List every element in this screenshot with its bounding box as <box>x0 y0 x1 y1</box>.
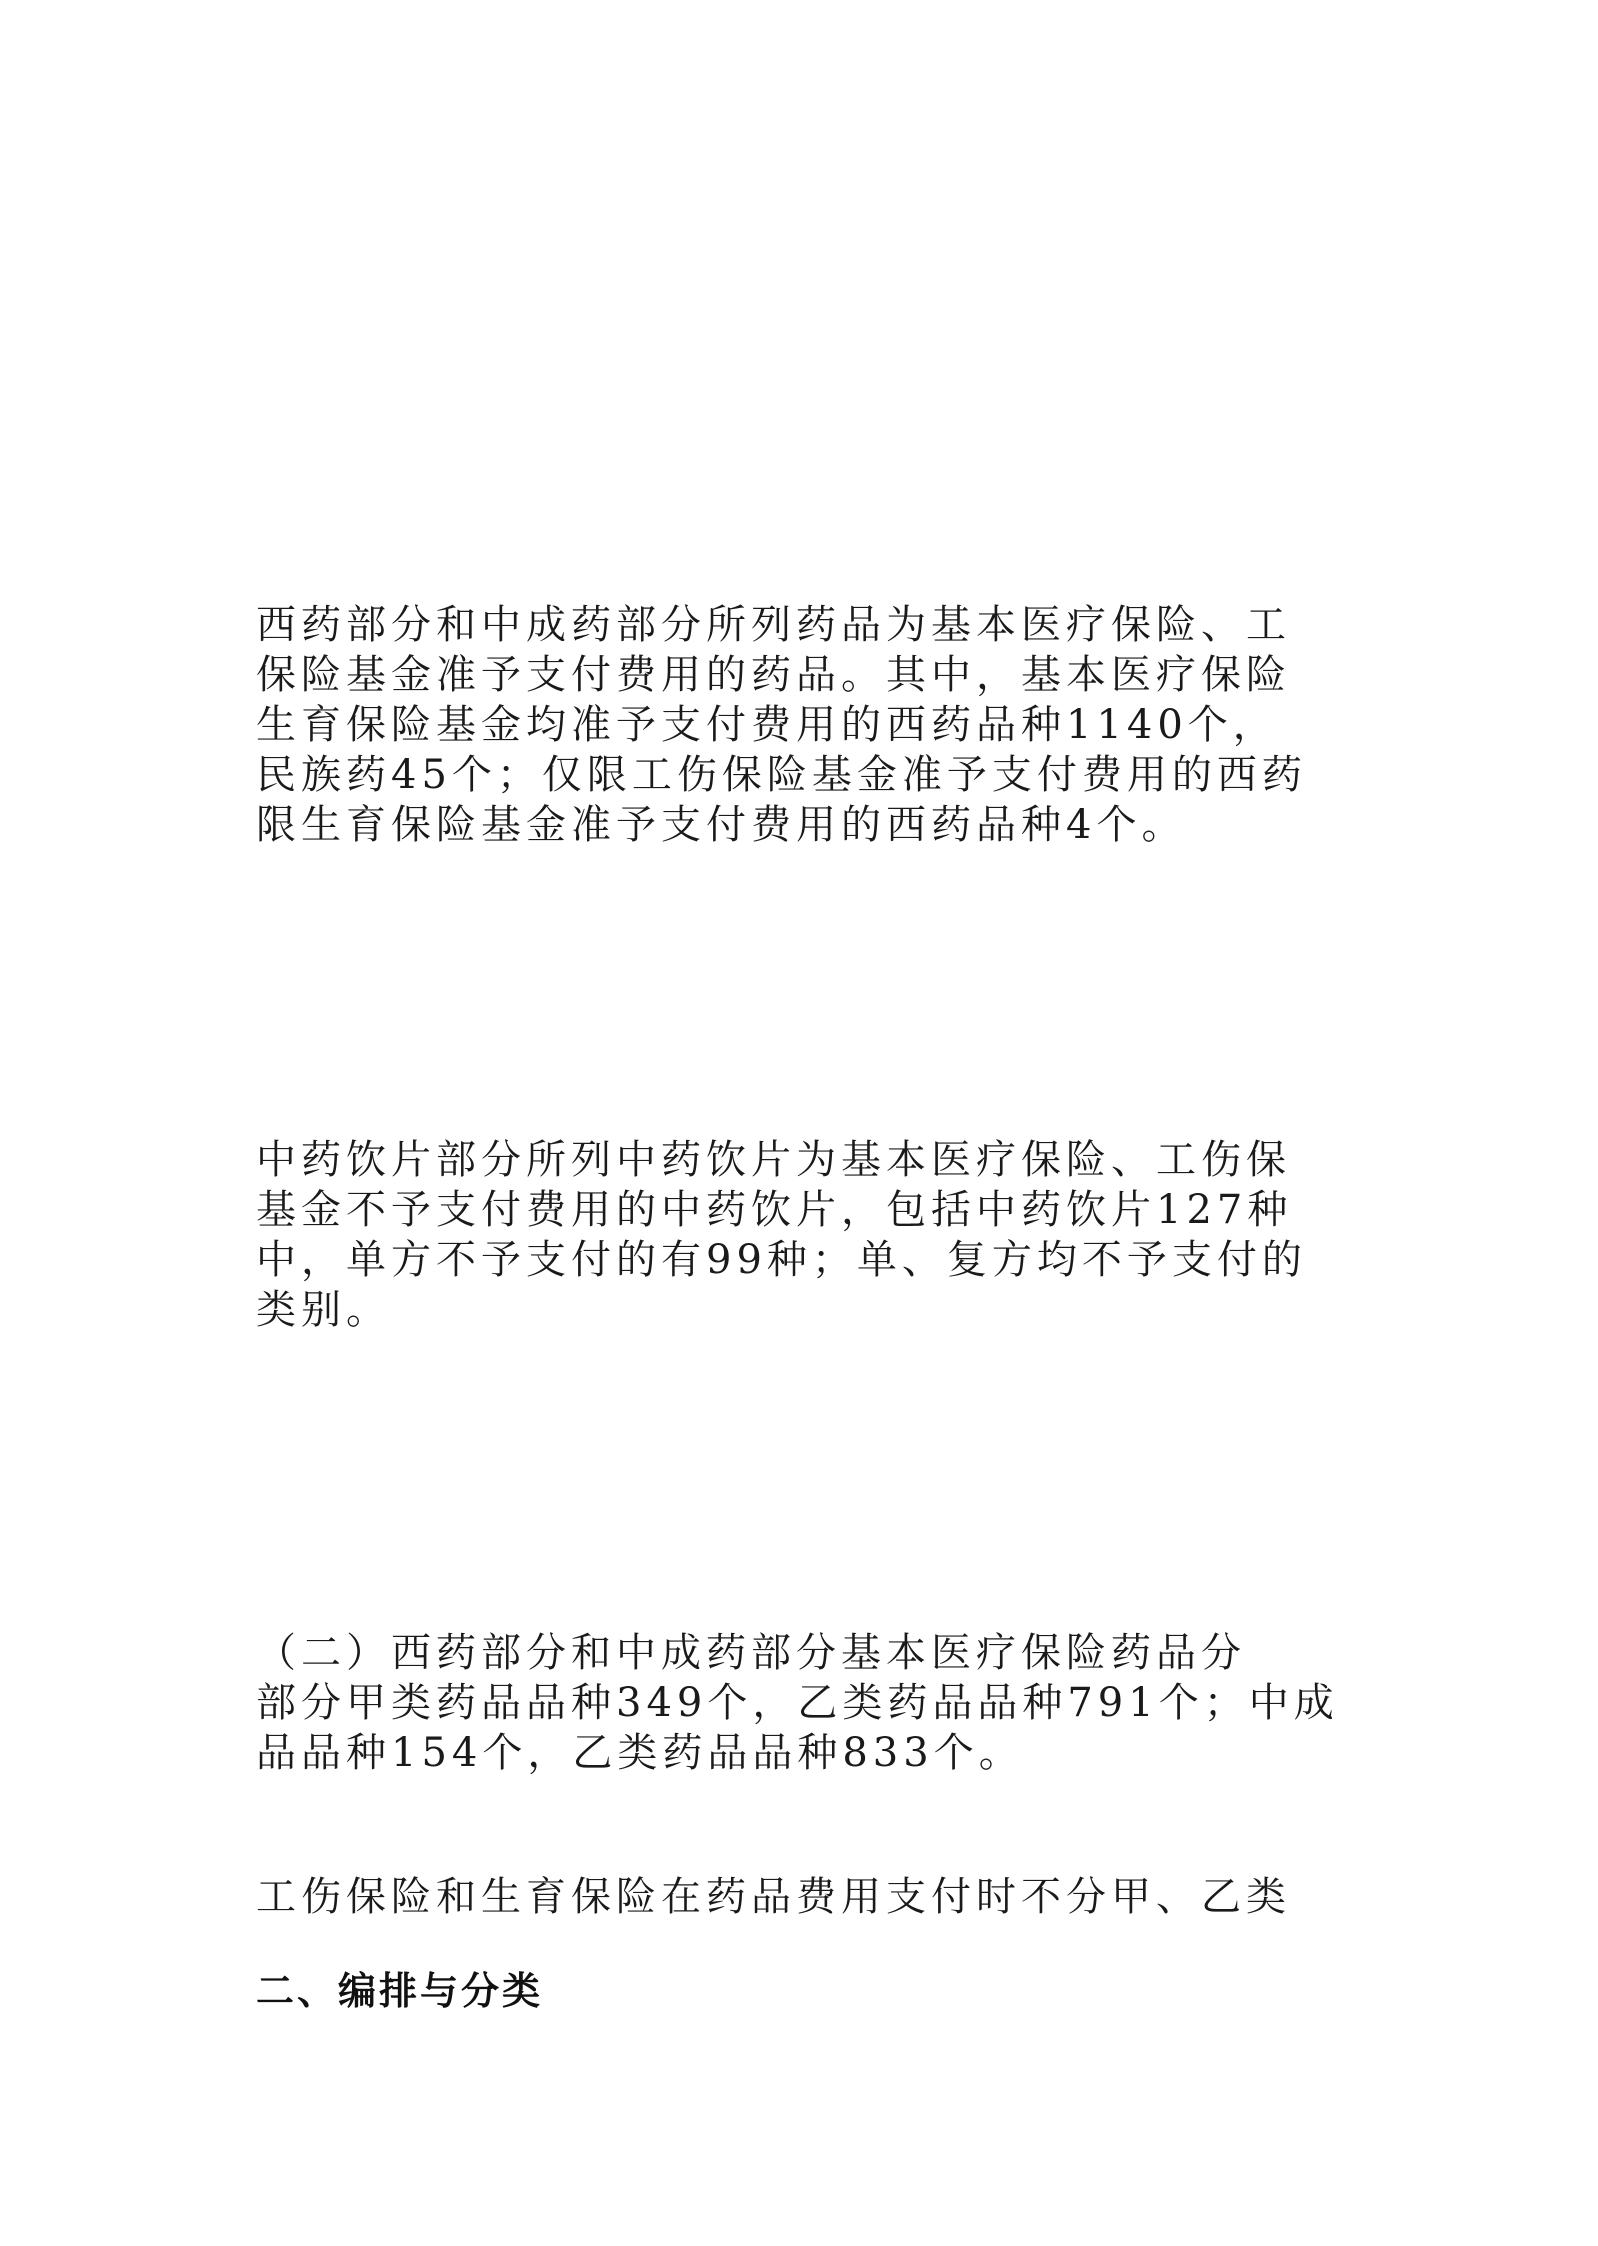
paragraph-line: 基金不予支付费用的中药饮片，包括中药饮片127种 <box>256 1187 1293 1233</box>
paragraph-line: 限生育保险基金准予支付费用的西药品种4个。 <box>256 802 1187 848</box>
paragraph-line: 中药饮片部分所列中药饮片为基本医疗保险、工伤保 <box>256 1137 1291 1183</box>
paragraph-line: 工伤保险和生育保险在药品费用支付时不分甲、乙类 <box>256 1874 1291 1920</box>
paragraph-line: 部分甲类药品品种349个，乙类药品品种791个；中成 <box>256 1680 1339 1726</box>
paragraph-line: （二）西药部分和中成药部分基本医疗保险药品分 <box>256 1630 1246 1676</box>
paragraph-line: 中，单方不予支付的有99种；单、复方均不予支付的 <box>256 1237 1307 1283</box>
section-heading-text: 二、编排与分类 <box>256 1969 544 2013</box>
paragraph-herbal-pieces <box>256 1135 1307 1335</box>
paragraph-line: 西药部分和中成药部分所列药品为基本医疗保险、工 <box>256 602 1291 648</box>
paragraph-line: 保险基金准予支付费用的药品。其中，基本医疗保险 <box>256 652 1291 698</box>
paragraph-drug-classification <box>256 1628 1339 1778</box>
paragraph-no-category-split <box>256 1872 1291 1922</box>
paragraph-line: 民族药45个；仅限工伤保险基金准予支付费用的西药 <box>256 752 1307 798</box>
paragraph-line: 生育保险基金均准予支付费用的西药品种1140个， <box>256 702 1278 748</box>
section-heading <box>256 1966 1211 2016</box>
paragraph-insurance-drug-scope <box>256 600 1307 850</box>
paragraph-line: 类别。 <box>256 1287 391 1333</box>
paragraph-line: 品品种154个，乙类药品品种833个。 <box>256 1730 1024 1776</box>
